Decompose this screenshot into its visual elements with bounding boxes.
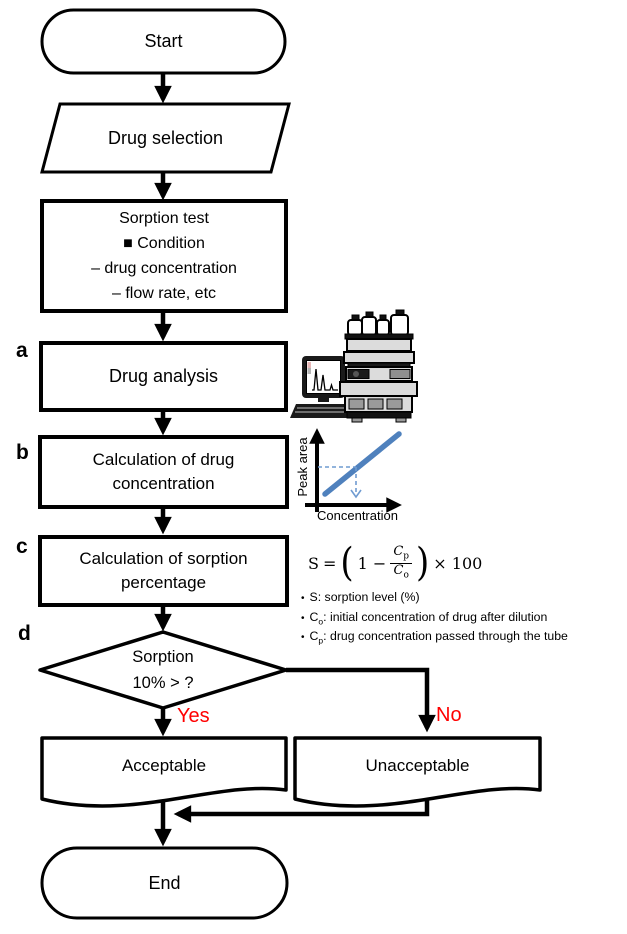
formula-fraction: $\frac{C_p}{C_o}$	[390, 545, 412, 582]
sorption-formula: S = ( 1 − $\frac{C_p}{C_o}$ ) × 100	[308, 540, 483, 586]
hplc-system-icon	[340, 310, 417, 422]
calc-sorption-label: Calculation of sorption percentage	[79, 549, 248, 592]
start-label: Start	[144, 31, 183, 51]
drug-selection-label: Drug selection	[107, 127, 224, 148]
step-c-label: c	[16, 535, 28, 558]
step-d-label: d	[18, 622, 31, 645]
sorption-test-label: Sorption test ■ Condition – drug concentration – flow rate, etc	[91, 210, 237, 302]
arrow-no-branch	[286, 670, 427, 728]
open-paren: (	[340, 540, 354, 586]
drug-analysis-label: Drug analysis	[108, 366, 219, 386]
formula-lhs: S	[308, 553, 319, 573]
end-label: End	[148, 872, 181, 893]
note-initial-concentration: • $C_o$: initial concentration of drug after dilution	[301, 609, 548, 627]
calibration-graph	[305, 432, 399, 512]
calc-concentration-label: Calculation of drug concentration	[92, 450, 235, 493]
bullet-icon: •	[301, 612, 305, 624]
graph-ylabel: Peak area	[294, 437, 310, 497]
step-b-label: b	[16, 441, 29, 464]
step-a-label: a	[16, 339, 28, 362]
graph-xlabel: Concentration	[317, 507, 398, 523]
close-paren: )	[416, 540, 430, 586]
unacceptable-label: Unacceptable	[365, 756, 470, 775]
decision-label: Sorption 10% > ?	[132, 648, 194, 692]
bullet-icon: •	[301, 593, 305, 604]
calibration-line	[325, 434, 399, 494]
formula-notes	[301, 590, 623, 649]
no-branch-label: No	[436, 703, 462, 726]
bullet-icon: •	[301, 632, 305, 644]
note-passed-concentration: • $C_p$: drug concentration passed through the tube	[301, 629, 568, 646]
yes-branch-label: Yes	[177, 704, 210, 727]
acceptable-label: Acceptable	[121, 756, 207, 775]
note-sorption-level: • S: sorption level (%)	[301, 590, 420, 604]
